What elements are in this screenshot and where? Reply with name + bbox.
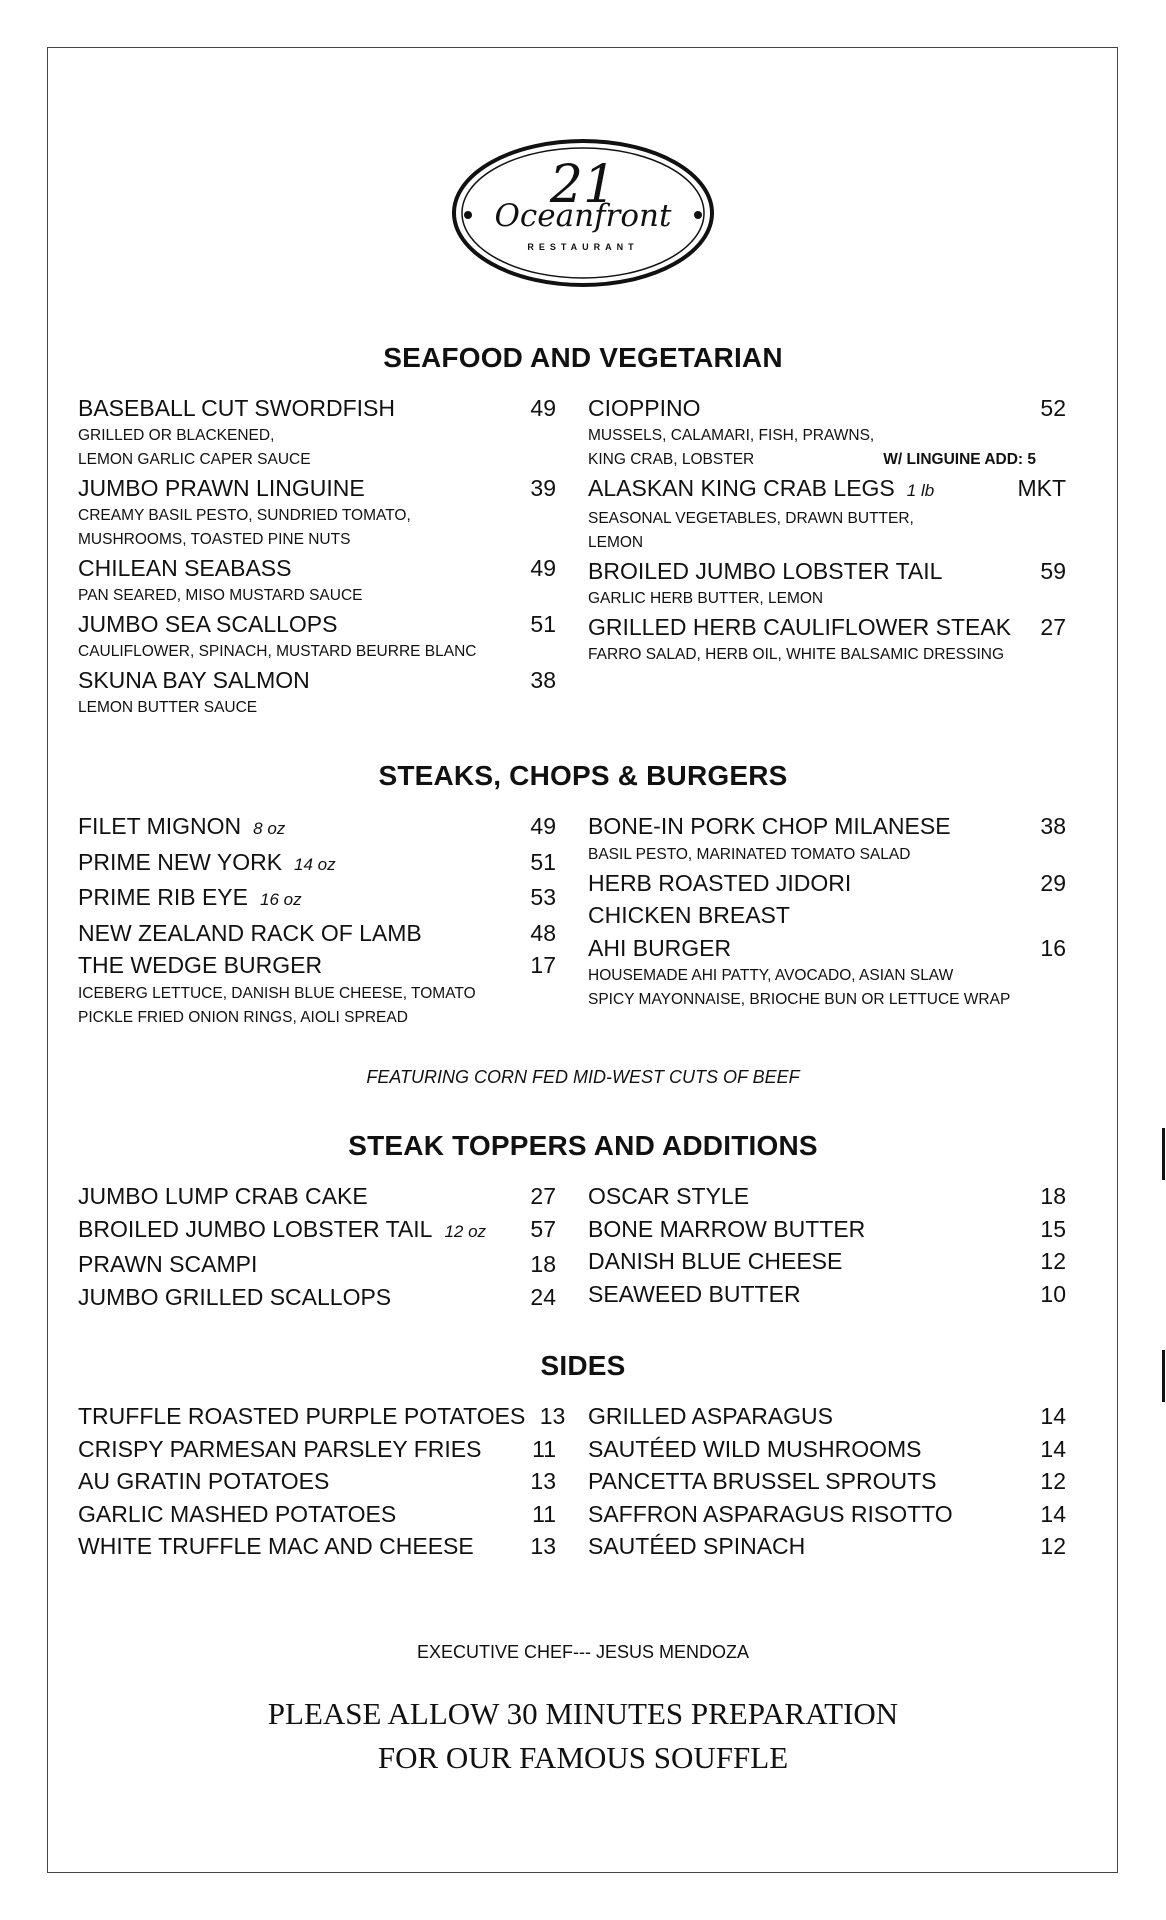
item-description: HOUSEMADE AHI PATTY, AVOCADO, ASIAN SLAW [588, 967, 954, 984]
item-description: LEMON GARLIC CAPER SAUCE [78, 451, 311, 468]
item-size: 14 oz [294, 854, 336, 874]
toppers-left-column [78, 1180, 556, 1313]
item-description: CREAMY BASIL PESTO, SUNDRIED TOMATO, [78, 507, 411, 524]
item-name: BROILED JUMBO LOBSTER TAIL [78, 1215, 433, 1242]
item-size: 8 oz [253, 819, 286, 838]
item-price: 38 [530, 667, 556, 693]
item-price: 14 [1040, 1403, 1066, 1429]
item-name: FILET MIGNON [78, 813, 242, 839]
menu-item [78, 552, 556, 608]
item-description: SPICY MAYONNAISE, BRIOCHE BUN OR LETTUCE WRAP [588, 991, 1011, 1008]
item-name: BASEBALL CUT SWORDFISH [78, 395, 395, 421]
item-name: JUMBO PRAWN LINGUINE [78, 475, 365, 501]
item-name: GRILLED HERB CAULIFLOWER STEAK [588, 614, 1012, 640]
seafood-left-column [78, 392, 556, 720]
item-name: AU GRATIN POTATOES [78, 1468, 330, 1494]
item-name: SAUTÉED SPINACH [588, 1533, 806, 1559]
item-price: 13 [539, 1403, 566, 1429]
item-description: PAN SEARED, MISO MUSTARD SAUCE [78, 587, 363, 604]
menu-item [588, 555, 1066, 611]
sides-right-column [588, 1400, 1066, 1563]
item-price: MKT [1017, 475, 1066, 501]
section-title-seafood: SEAFOOD AND VEGETARIAN [383, 342, 783, 373]
logo-tagline: RESTAURANT [527, 242, 639, 252]
item-name: CRISPY PARMESAN PARSLEY FRIES [78, 1435, 482, 1462]
logo-right-dot [694, 211, 702, 219]
executive-chef: EXECUTIVE CHEF--- JESUS MENDOZA [416, 1642, 750, 1662]
steaks-right-column [588, 810, 1066, 1030]
item-price: 49 [530, 813, 556, 839]
item-description: CAULIFLOWER, SPINACH, MUSTARD BEURRE BLANC [78, 643, 477, 660]
seafood-right-column [588, 392, 1066, 720]
item-description: MUSHROOMS, TOASTED PINE NUTS [78, 531, 351, 548]
souffle-notice [0, 1692, 1166, 1780]
menu-item [78, 664, 556, 720]
item-price: 51 [530, 611, 556, 637]
item-price: 27 [530, 1183, 556, 1209]
item-price: 15 [1040, 1215, 1066, 1242]
item-description: BASIL PESTO, MARINATED TOMATO SALAD [588, 845, 911, 863]
toppers-grid [78, 1180, 1088, 1313]
item-description: LEMON [588, 534, 644, 551]
menu-item [588, 611, 1066, 667]
item-price: 12 [1040, 1533, 1066, 1559]
logo-left-dot [464, 211, 472, 219]
menu-item [78, 608, 556, 664]
menu-item [588, 472, 1066, 555]
item-price: 24 [530, 1283, 556, 1310]
item-price: 49 [530, 555, 556, 581]
item-description: SEASONAL VEGETABLES, DRAWN BUTTER, [588, 510, 914, 527]
restaurant-logo [451, 138, 715, 288]
item-name: GRILLED ASPARAGUS [588, 1403, 833, 1429]
item-name: TRUFFLE ROASTED PURPLE POTATOES [78, 1403, 526, 1429]
item-price: 27 [1040, 614, 1066, 640]
item-name: BONE-IN PORK CHOP MILANESE [588, 813, 951, 839]
item-price: 39 [530, 475, 556, 501]
item-size: 1 lb [906, 481, 935, 500]
section-title-steaks: STEAKS, CHOPS & BURGERS [378, 760, 788, 791]
item-price: 13 [530, 1468, 556, 1494]
item-name: OSCAR STYLE [588, 1183, 750, 1209]
item-name: NEW ZEALAND RACK OF LAMB [78, 919, 422, 946]
item-price: 48 [530, 919, 556, 946]
souffle-line-2: FOR OUR FAMOUS SOUFFLE [377, 1740, 789, 1775]
item-name: SKUNA BAY SALMON [78, 667, 310, 693]
item-price: 57 [530, 1215, 556, 1242]
item-price: 59 [1040, 558, 1066, 584]
section-title-sides: SIDES [540, 1350, 626, 1381]
edge-mark [1162, 1128, 1165, 1180]
item-name: JUMBO GRILLED SCALLOPS [78, 1283, 392, 1310]
item-description: GRILLED OR BLACKENED, [78, 427, 275, 444]
menu-item [588, 392, 1066, 472]
item-name: CIOPPINO [588, 395, 701, 421]
item-description: LEMON BUTTER SAUCE [78, 699, 258, 716]
item-name: BONE MARROW BUTTER [588, 1215, 866, 1242]
item-description: PICKLE FRIED ONION RINGS, AIOLI SPREAD [78, 1008, 408, 1026]
item-price: 17 [530, 952, 556, 978]
section-title-toppers: STEAK TOPPERS AND ADDITIONS [348, 1130, 818, 1161]
menu-item [78, 392, 556, 472]
item-price: 38 [1040, 813, 1066, 839]
item-price: 14 [1040, 1500, 1066, 1527]
menu-item [78, 472, 556, 552]
logo-number: 21 [549, 155, 617, 215]
item-name: JUMBO SEA SCALLOPS [78, 611, 338, 637]
sides-grid [78, 1400, 1088, 1563]
edge-mark [1162, 1350, 1165, 1402]
item-price: 14 [1040, 1435, 1066, 1462]
item-name: SAUTÉED WILD MUSHROOMS [588, 1435, 922, 1462]
item-name: GARLIC MASHED POTATOES [78, 1500, 397, 1527]
item-name: WHITE TRUFFLE MAC AND CHEESE [78, 1533, 474, 1559]
item-price: 11 [532, 1500, 556, 1527]
item-size: 16 oz [259, 890, 302, 909]
steaks-left-column [78, 810, 556, 1030]
item-name: THE WEDGE BURGER [78, 952, 323, 978]
beef-note: FEATURING CORN FED MID-WEST CUTS OF BEEF [366, 1067, 800, 1087]
item-price: 53 [530, 884, 556, 910]
item-price: 18 [1040, 1183, 1066, 1209]
item-price: 12 [1040, 1248, 1066, 1274]
item-price: 49 [530, 395, 556, 421]
seafood-grid [78, 392, 1088, 720]
item-price: 16 [1040, 934, 1066, 961]
steaks-grid [78, 810, 1088, 1030]
item-price: 52 [1040, 395, 1066, 421]
item-name: SEAWEED BUTTER [588, 1280, 801, 1307]
item-name: HERB ROASTED JIDORI [588, 869, 852, 896]
item-name: AHI BURGER [588, 934, 732, 961]
item-name: CHICKEN BREAST [588, 902, 790, 928]
item-price: 11 [532, 1435, 556, 1462]
item-name: ALASKAN KING CRAB LEGS [588, 475, 895, 501]
item-price: 18 [530, 1251, 556, 1277]
item-description: GARLIC HERB BUTTER, LEMON [588, 590, 824, 607]
sides-left-column [78, 1400, 566, 1563]
item-description: ICEBERG LETTUCE, DANISH BLUE CHEESE, TOMATO [78, 984, 476, 1002]
addon-note: W/ LINGUINE ADD: 5 [883, 451, 1036, 468]
souffle-line-1: PLEASE ALLOW 30 MINUTES PREPARATION [267, 1696, 899, 1731]
logo-name: Oceanfront [494, 198, 672, 234]
item-price: 51 [530, 848, 556, 875]
item-price: 12 [1040, 1468, 1066, 1494]
item-name: PANCETTA BRUSSEL SPROUTS [588, 1468, 937, 1494]
item-description: MUSSELS, CALAMARI, FISH, PRAWNS, [588, 427, 875, 444]
item-description: KING CRAB, LOBSTER [588, 451, 755, 468]
item-price: 13 [530, 1533, 556, 1559]
item-name: PRIME RIB EYE [78, 884, 248, 910]
item-name: PRIME NEW YORK [78, 848, 283, 875]
item-size: 12 oz [444, 1221, 487, 1241]
item-name: PRAWN SCAMPI [78, 1251, 258, 1277]
item-name: CHILEAN SEABASS [78, 555, 292, 581]
item-name: JUMBO LUMP CRAB CAKE [78, 1183, 368, 1209]
toppers-right-column [588, 1180, 1066, 1313]
item-name: SAFFRON ASPARAGUS RISOTTO [588, 1500, 953, 1527]
item-price: 29 [1040, 869, 1066, 896]
item-price: 10 [1040, 1280, 1066, 1307]
item-name: DANISH BLUE CHEESE [588, 1248, 843, 1274]
item-name: BROILED JUMBO LOBSTER TAIL [588, 558, 943, 584]
item-description: FARRO SALAD, HERB OIL, WHITE BALSAMIC DRESSING [588, 646, 1005, 663]
